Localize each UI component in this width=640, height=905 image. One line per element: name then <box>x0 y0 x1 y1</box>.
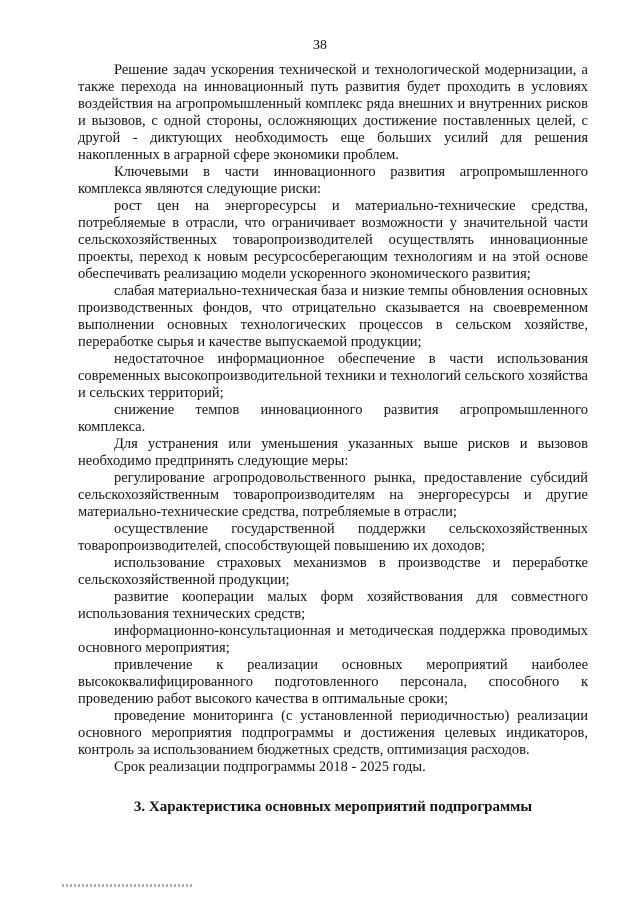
body-paragraph: снижение темпов инновационного развития агропромышленного комплекса. <box>78 402 588 435</box>
body-paragraph: информационно-консультационная и методическая поддержка проводимых основного мероприятия; <box>78 623 588 656</box>
body-paragraph: слабая материально-техническая база и низкие темпы обновления основных производственных фондов, что отрицательно сказывается на своевременном выполнении основных технологических процессов в сельском хозяйстве, переработке сырья и качестве выпускаемой продукции; <box>78 283 588 350</box>
page-number: 38 <box>313 38 327 53</box>
body-paragraph: привлечение к реализации основных мероприятий наиболее высококвалифицированного подготовленного персонала, способного к проведению работ высокого качества в оптимальные сроки; <box>78 657 588 707</box>
body-paragraph: Для устранения или уменьшения указанных выше рисков и вызовов необходимо предпринять следующие меры: <box>78 436 588 469</box>
body-paragraph: рост цен на энергоресурсы и материально-технические средства, потребляемые в отрасли, что ограничивает возможности у значительной части сельскохозяйственных товаропроизводителей осуществлять инновационные проекты, переход к новым ресурсосберегающим технологиям и на этой основе обеспечивать реализацию модели ускоренного экономического развития; <box>78 198 588 282</box>
body-paragraph: недостаточное информационное обеспечение в части использования современных высокопроизводительной техники и технологий сельского хозяйства и сельских территорий; <box>78 351 588 401</box>
body-paragraph: использование страховых механизмов в производстве и переработке сельскохозяйственной продукции; <box>78 555 588 588</box>
footer-file-path-mark <box>62 884 194 887</box>
body-paragraph: регулирование агропродовольственного рынка, предоставление субсидий сельскохозяйственным товаропроизводителям на энергоресурсы и другие материально-технические средства, потребляемые в отрасли; <box>78 470 588 520</box>
section-heading: 3. Характеристика основных мероприятий подпрограммы <box>133 799 533 815</box>
body-paragraph: Ключевыми в части инновационного развития агропромышленного комплекса являются следующие риски: <box>78 164 588 197</box>
body-paragraph: развитие кооперации малых форм хозяйствования для совместного использования технических средств; <box>78 589 588 622</box>
body-text <box>78 62 588 816</box>
body-paragraph: Решение задач ускорения технической и технологической модернизации, а также перехода на инновационный путь развития будет проходить в условиях воздействия на агропромышленный комплекс ряда внешних и внутренних рисков и вызовов, с одной стороны, осложняющих достижение поставленных целей, с другой - диктующих необходимость еще больших усилий для решения накопленных в аграрной сфере экономики проблем. <box>78 62 588 163</box>
body-paragraph: Срок реализации подпрограммы 2018 - 2025 годы. <box>114 759 426 775</box>
body-paragraph: проведение мониторинга (с установленной периодичностью) реализации основного мероприятия подпрограммы и достижения целевых индикаторов, контроль за использованием бюджетных средств, оптимизация расходов. <box>78 708 588 758</box>
body-paragraph: осуществление государственной поддержки сельскохозяйственных товаропроизводителей, способствующей повышению их доходов; <box>78 521 588 554</box>
